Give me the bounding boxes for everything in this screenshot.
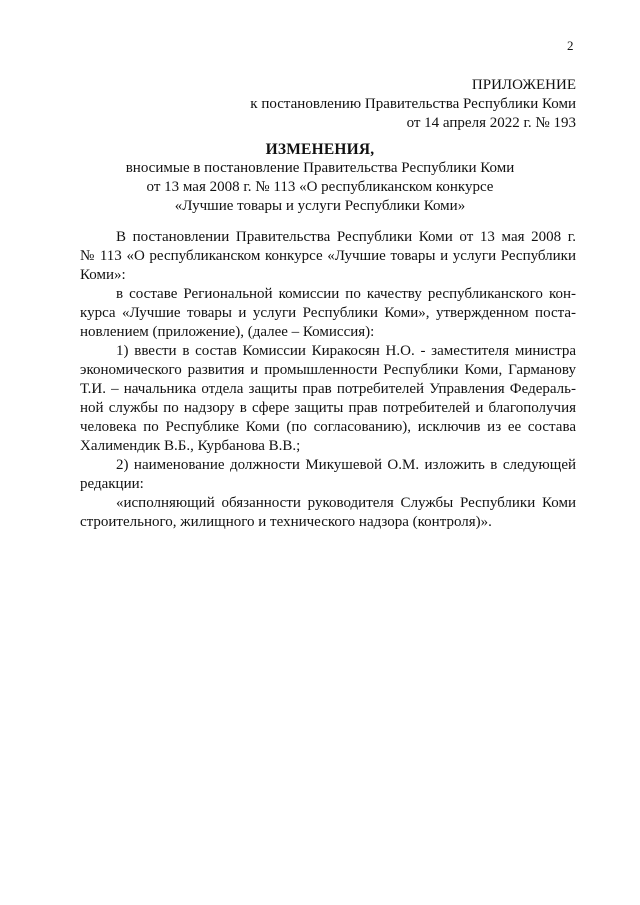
paragraph-3: [80, 342, 576, 456]
document-body: [80, 228, 576, 532]
text-line: экономического развития и промышленности Республики Коми, Гарманову: [80, 362, 576, 378]
text-line: № 113 «О республиканском конкурсе «Лучшие товары и услуги Республики: [80, 248, 576, 264]
text-line: новлением (приложение), (далее – Комиссия):: [80, 324, 375, 340]
heading-line: вносимые в постановление Правительства Республики Коми: [125, 160, 515, 176]
text-line: ной службы по надзору в сфере защиты прав потребителей и благополучия: [80, 400, 576, 416]
appendix-title: ПРИЛОЖЕНИЕ: [471, 77, 576, 93]
text-line: курса «Лучшие товары и услуги Республики Коми», утвержденном поста-: [80, 305, 576, 321]
text-line: Халимендик В.Б., Курбанова В.В.;: [80, 438, 301, 454]
heading-line: от 13 мая 2008 г. № 113 «О республиканском конкурсе: [146, 179, 494, 195]
text-line: Т.И. – начальника отдела защиты прав потребителей Управления Федераль-: [80, 381, 576, 397]
page-number: 2: [567, 38, 574, 53]
document-heading: [60, 140, 580, 216]
text-line: в составе Региональной комиссии по качеству республиканского кон-: [116, 286, 576, 302]
text-line: человека по Республике Коми (по согласованию), исключив из ее состава: [80, 419, 576, 435]
appendix-line: от 14 апреля 2022 г. № 193: [406, 115, 576, 131]
paragraph-4: [80, 456, 576, 494]
paragraph-5: [80, 494, 576, 532]
heading-line: «Лучшие товары и услуги Республики Коми»: [174, 198, 466, 214]
text-line: В постановлении Правительства Республики Коми от 13 мая 2008 г.: [116, 229, 576, 245]
text-line: 1) ввести в состав Комиссии Киракосян Н.О. - заместителя министра: [116, 343, 576, 359]
text-line: Коми»:: [80, 267, 126, 283]
text-line: «исполняющий обязанности руководителя Службы Республики Коми: [116, 495, 576, 511]
appendix-block: [196, 76, 576, 133]
text-line: редакции:: [80, 476, 144, 492]
paragraph-1: [80, 228, 576, 285]
text-line: 2) наименование должности Микушевой О.М. изложить в следующей: [116, 457, 576, 473]
document-title: ИЗМЕНЕНИЯ,: [265, 141, 375, 158]
text-line: строительного, жилищного и технического надзора (контроля)».: [80, 514, 492, 530]
appendix-line: к постановлению Правительства Республики Коми: [250, 96, 576, 112]
paragraph-2: [80, 285, 576, 342]
